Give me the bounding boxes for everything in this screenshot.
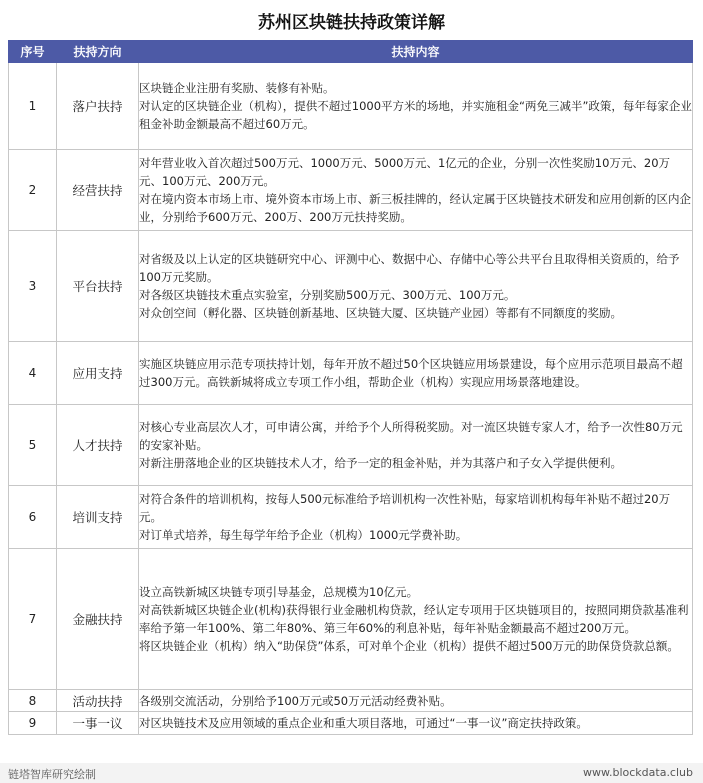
table-row	[9, 231, 693, 342]
header-num: 序号	[9, 41, 57, 63]
footer	[0, 763, 703, 783]
row-content	[139, 549, 693, 690]
table-row	[9, 405, 693, 486]
table-row	[9, 486, 693, 549]
content-line: 对认定的区块链企业（机构），提供不超过1000平方米的场地，并实施租金“两免三减半”政策，每年每家企业租金补助金额最高不超过60万元。	[139, 99, 692, 131]
table-header-row	[9, 41, 693, 63]
table-row	[9, 342, 693, 405]
row-content	[139, 63, 693, 150]
content-line: 对省级及以上认定的区块链研究中心、评测中心、数据中心、存储中心等公共平台且取得相关资质的，给予100万元奖励。	[139, 252, 680, 284]
policy-table	[8, 40, 693, 735]
row-number: 7	[9, 549, 57, 690]
row-number: 8	[9, 690, 57, 712]
content-line: 实施区块链应用示范专项扶持计划，每年开放不超过50个区块链应用场景建设，每个应用示范项目最高不超过300万元。高铁新城将成立专项工作小组，帮助企业（机构）实现应用场景落地建设。	[139, 357, 683, 389]
content-line: 对核心专业高层次人才，可申请公寓，并给予个人所得税奖励。对一流区块链专家人才，给予一次性80万元的安家补贴。	[139, 420, 683, 452]
content-line: 对年营业收入首次超过500万元、1000万元、5000万元、1亿元的企业，分别一次性奖励10万元、20万元、100万元、200万元。	[139, 156, 671, 188]
row-number: 4	[9, 342, 57, 405]
row-direction: 应用支持	[57, 342, 139, 405]
row-direction: 培训支持	[57, 486, 139, 549]
content-line: 对众创空间（孵化器、区块链创新基地、区块链大厦、区块链产业园）等都有不同额度的奖励。	[139, 306, 622, 320]
row-number: 6	[9, 486, 57, 549]
content-line: 对符合条件的培训机构，按每人500元标准给予培训机构一次性补贴，每家培训机构每年补贴不超过20万元。	[139, 492, 671, 524]
table-row	[9, 690, 693, 712]
header-direction: 扶持方向	[57, 41, 139, 63]
table-row	[9, 150, 693, 231]
row-content	[139, 405, 693, 486]
footer-source: 链塔智库研究绘制	[8, 768, 96, 781]
row-number: 3	[9, 231, 57, 342]
footer-url: www.blockdata.club	[583, 766, 693, 779]
row-number: 2	[9, 150, 57, 231]
row-number: 5	[9, 405, 57, 486]
table-body	[9, 63, 693, 735]
page-title: 苏州区块链扶持政策详解	[258, 13, 445, 33]
content-line: 区块链企业注册有奖励、装修有补贴。	[139, 81, 335, 95]
row-content	[139, 231, 693, 342]
content-line: 对新注册落地企业的区块链技术人才，给予一定的租金补贴，并为其落户和子女入学提供便利。	[139, 456, 622, 470]
content-line: 对高铁新城区块链企业(机构)获得银行业金融机构贷款，经认定专项用于区块链项目的，按照同期贷款基准利率给予第一年100%、第二年80%、第三年60%的利息补贴，每年补贴金额最高不超过200万元。	[139, 603, 689, 635]
content-line: 对订单式培养，每生每学年给予企业（机构）1000元学费补助。	[139, 528, 468, 542]
content-line: 对在境内资本市场上市、境外资本市场上市、新三板挂牌的，经认定属于区块链技术研发和应用创新的区内企业，分别给予600万元、200万、200万元扶持奖励。	[139, 192, 691, 224]
row-direction: 落户扶持	[57, 63, 139, 150]
table-row	[9, 712, 693, 735]
row-content	[139, 486, 693, 549]
row-direction: 活动扶持	[57, 690, 139, 712]
row-content	[139, 150, 693, 231]
row-content	[139, 712, 693, 735]
table-row	[9, 63, 693, 150]
row-direction: 平台扶持	[57, 231, 139, 342]
header-content: 扶持内容	[139, 41, 693, 63]
row-direction: 人才扶持	[57, 405, 139, 486]
content-line: 将区块链企业（机构）纳入“助保贷”体系，可对单个企业（机构）提供不超过500万元的助保贷贷款总额。	[139, 639, 679, 653]
row-number: 9	[9, 712, 57, 735]
row-number: 1	[9, 63, 57, 150]
table-row	[9, 549, 693, 690]
row-content	[139, 690, 693, 712]
content-line: 设立高铁新城区块链专项引导基金，总规模为10亿元。	[139, 585, 419, 599]
row-content	[139, 342, 693, 405]
content-line: 对各级区块链技术重点实验室，分别奖励500万元、300万元、100万元。	[139, 288, 516, 302]
content-line: 对区块链技术及应用领域的重点企业和重大项目落地，可通过“一事一议”商定扶持政策。	[139, 716, 588, 730]
row-direction: 一事一议	[57, 712, 139, 735]
content-line: 各级别交流活动，分别给予100万元或50万元活动经费补贴。	[139, 693, 452, 708]
row-direction: 经营扶持	[57, 150, 139, 231]
row-direction: 金融扶持	[57, 549, 139, 690]
